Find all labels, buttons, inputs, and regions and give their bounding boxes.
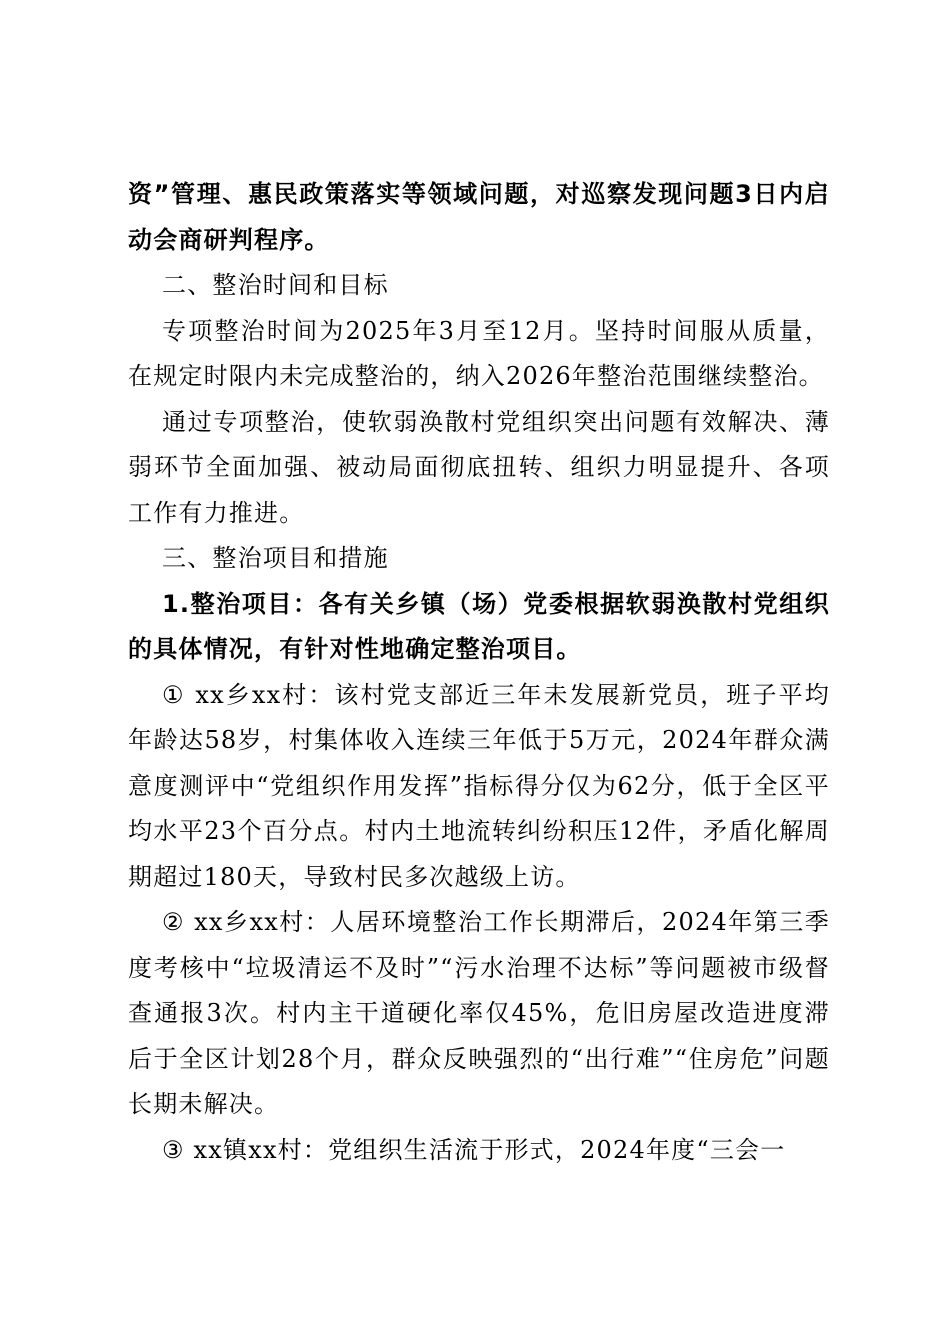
paragraph-village-3: ③ xx镇xx村：党组织生活流于形式，2024年度“三会一 [162,1135,786,1164]
paragraph-continuation: 资”管理、惠民政策落实等领域问题，对巡察发现问题3日内启动会商研判程序。 [128,180,830,254]
paragraph-village-1: ① xx乡xx村：该村党支部近三年未发展新党员，班子平均年龄达58岁，村集体收入连续三年低于5万元，2024年群众满意度测评中“党组织作用发挥”指标得分仅为62分，低于全区平均水平23个百分点。村内土地流转纠纷积压12件，矛盾化解周期超过180天，导致村民多次越级上访。 [128,680,830,891]
section-heading-2: 二、整治时间和目标 [162,271,389,299]
paragraph-village-2: ② xx乡xx村：人居环境整治工作长期滞后，2024年第三季度考核中“垃圾清运不及时”“污水治理不达标”等问题被市级督查通报3次。村内主干道硬化率仅45%，危旧房屋改造进度滞后于全区计划28个月，群众反映强烈的“出行难”“住房危”问题长期未解决。 [128,908,830,1118]
paragraph-project-intro: 1.整治项目：各有关乡镇（场）党委根据软弱涣散村党组织的具体情况，有针对性地确定整治项目。 [128,589,830,663]
paragraph-time-scope: 专项整治时间为2025年3月至12月。坚持时间服从质量，在规定时限内未完成整治的，纳入2026年整治范围继续整治。 [128,316,830,390]
paragraph-goals: 通过专项整治，使软弱涣散村党组织突出问题有效解决、薄弱环节全面加强、被动局面彻底扭转、组织力明显提升、各项工作有力推进。 [128,407,830,527]
document-body [128,172,830,1173]
section-heading-3: 三、整治项目和措施 [162,544,389,572]
